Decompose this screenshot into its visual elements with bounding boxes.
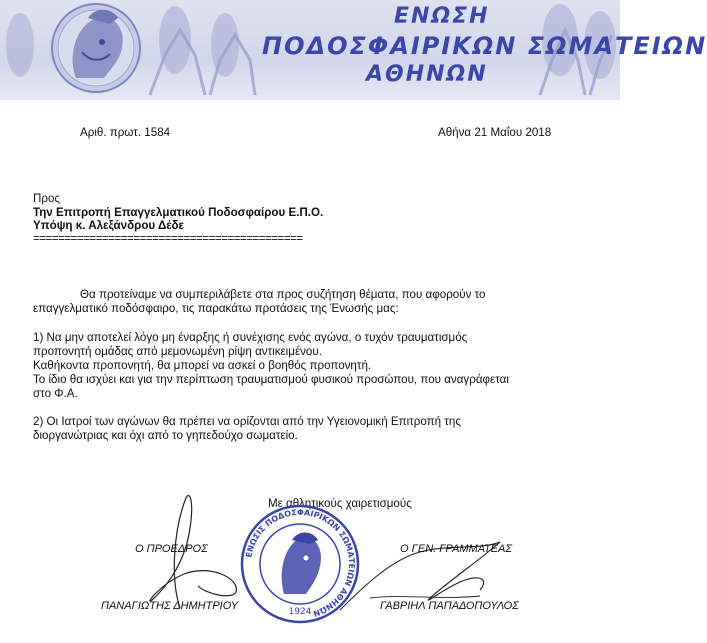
point1-line2: προπονητή ομάδας από μεμονωμένη ρίψη αντικειμένου. <box>33 345 322 358</box>
secretary-title: Ο ΓΕΝ. ΓΡΑΜΜΑΤΕΑΣ <box>400 543 512 555</box>
protocol-number: Αριθ. πρωτ. 1584 <box>80 126 171 139</box>
intro-line1: Θα προτείναμε να συμπεριλάβετε στα προς συζήτηση θέματα, που αφορούν το <box>80 288 486 301</box>
athena-medallion <box>52 4 140 92</box>
letterhead-line1: ΕΝΩΣΗ <box>394 4 490 29</box>
stamp-ring-text: ΕΝΩΣΙΣ ΠΟΔΟΣΦΑΙΡΙΚΩΝ ΣΩΜΑΤΕΙΩΝ ΑΘΗΝΩΝ <box>244 507 357 619</box>
stamp-year: 1924 <box>288 607 312 617</box>
point1-line4: Το ίδιο θα ισχύει και για την περίπτωση τραυματισμού φυσικού προσώπου, που αναγράφεται <box>33 373 509 386</box>
point1-line5: στο Φ.Α. <box>33 387 78 400</box>
president-title: Ο ΠΡΟΕΔΡΟΣ <box>135 543 208 555</box>
association-stamp <box>238 502 362 626</box>
point2-line1: 2) Οι Ιατροί των αγώνων θα πρέπει να ορίζονται από την Υγειονομική Επιτροπή της <box>33 415 461 428</box>
letter-date: Αθήνα 21 Μαΐου 2018 <box>438 126 552 139</box>
recipient-name: Την Επιτροπή Επαγγελματικού Ποδοσφαίρου Ε.Π.Ο. <box>33 206 324 219</box>
recipient-attention: Υπόψη κ. Αλεξάνδρου Δέδε <box>33 219 185 232</box>
closing-greeting: Με αθλητικούς χαιρετισμούς <box>268 497 412 510</box>
letterhead-line3: ΑΘΗΝΩΝ <box>366 62 488 87</box>
separator-line: =========================================== <box>33 232 303 245</box>
president-name: ΠΑΝΑΓΙΩΤΗΣ ΔΗΜΗΤΡΙΟΥ <box>101 600 239 612</box>
point2-line2: διοργανώτριας και όχι από το γηπεδούχο σωματείο. <box>33 429 298 442</box>
secretary-name: ΓΑΒΡΙΗΛ ΠΑΠΑΔΟΠΟΥΛΟΣ <box>380 600 519 612</box>
letterhead <box>0 0 707 100</box>
point1-line1: 1) Να μην αποτελεί λόγο μη έναρξης ή συνέχισης ενός αγώνα, ο τυχόν τραυματισμός <box>33 331 468 344</box>
letterhead-line2: ΠΟΔΟΣΦΑΙΡΙΚΩΝ ΣΩΜΑΤΕΙΩΝ <box>262 32 707 60</box>
intro-line2: επαγγελματικό ποδόσφαιρο, τις παρακάτω προτάσεις της Ένωσής μας: <box>33 302 399 315</box>
to-label: Προς <box>33 192 61 205</box>
point1-line3: Καθήκοντα προπονητή, θα μπορεί να ασκεί ο βοηθός προπονητή. <box>33 359 372 372</box>
